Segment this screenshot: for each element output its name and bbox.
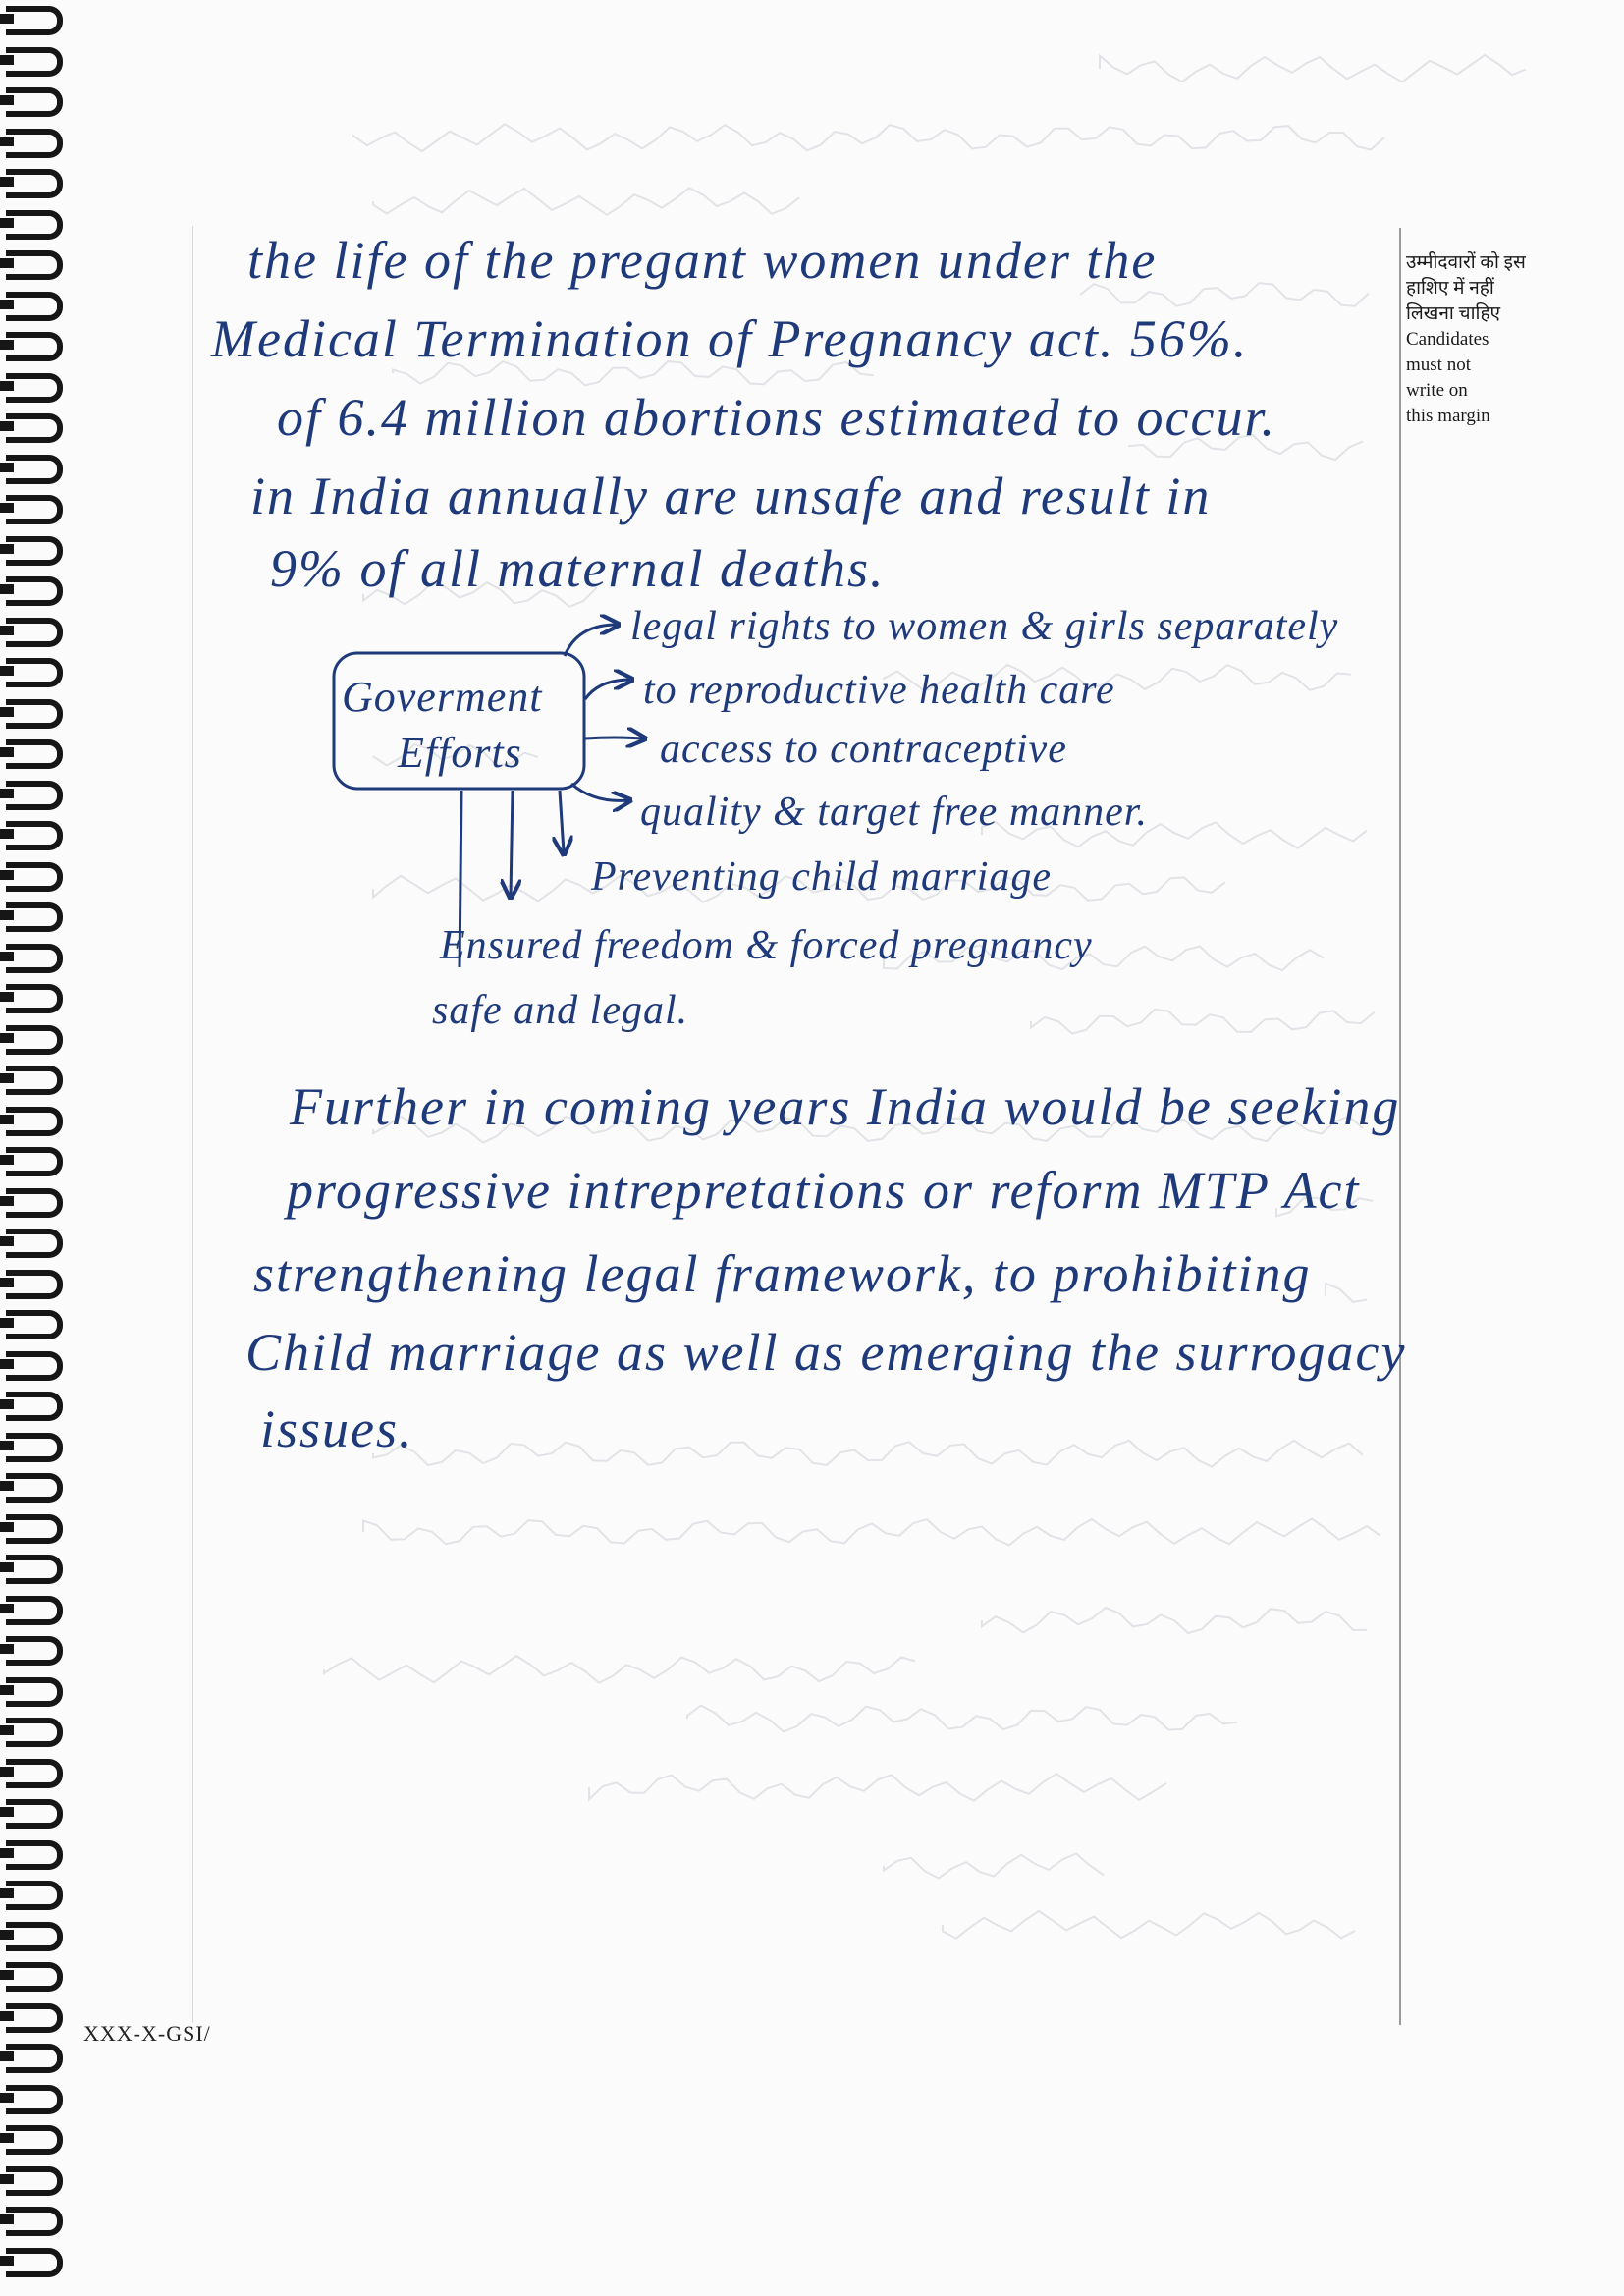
spiral-loop (6, 1229, 63, 1258)
spiral-loop (6, 1636, 63, 1666)
spiral-loop (6, 1392, 63, 1421)
bleed-through-stroke (1031, 1010, 1375, 1034)
margin-instruction (1406, 250, 1553, 429)
spiral-loop (6, 87, 63, 117)
spiral-loop (6, 1922, 63, 1951)
paper-code: XXX-X-GSI/ (83, 2021, 211, 2046)
spiral-loop (6, 1433, 63, 1462)
bleed-through-stroke (884, 1854, 1104, 1879)
spiral-loop (6, 944, 63, 973)
spiral-loop (6, 1840, 63, 1870)
spiral-loop (6, 413, 63, 443)
bleed-through-stroke (589, 1774, 1166, 1801)
bleed-through-stroke (324, 1656, 915, 1683)
margin-note-line: Candidates (1406, 329, 1489, 350)
margin-note-line: हाशिए में नहीं (1406, 278, 1494, 299)
spiral-loop (6, 2166, 63, 2196)
spiral-loop (6, 2207, 63, 2236)
spiral-loop (6, 1107, 63, 1136)
spiral-loop (6, 332, 63, 361)
spiral-loop (6, 2044, 63, 2073)
spiral-binding (0, 0, 79, 2296)
spiral-loop (6, 47, 63, 77)
spiral-loop (6, 1718, 63, 1747)
spiral-loop (6, 1962, 63, 1992)
bleed-through-stroke (687, 1706, 1237, 1732)
spiral-loop (6, 1555, 63, 1584)
spiral-loop (6, 821, 63, 850)
bleed-through-stroke (373, 188, 799, 215)
spiral-loop (6, 1881, 63, 1910)
spiral-loop (6, 1310, 63, 1339)
conclusion-line: progressive intrepretations or reform MTP Act (287, 1161, 1361, 1220)
spiral-loop (6, 6, 63, 35)
spiral-loop (6, 169, 63, 198)
diagram-branch: Preventing child marriage (591, 854, 1053, 900)
diagram-branch: access to contraceptive (660, 727, 1067, 772)
bleed-through-stroke (982, 1608, 1367, 1633)
spiral-loop (6, 1759, 63, 1788)
spiral-loop (6, 292, 63, 321)
spiral-loop (6, 658, 63, 687)
spiral-loop (6, 495, 63, 524)
margin-note-line: must not (1406, 355, 1471, 375)
spiral-loop (6, 1188, 63, 1218)
spiral-loop (6, 576, 63, 606)
intro-line: 9% of all maternal deaths. (270, 539, 886, 598)
spiral-loop (6, 455, 63, 484)
spiral-loop (6, 1025, 63, 1055)
spiral-loop (6, 781, 63, 810)
intro-line: Medical Termination of Pregnancy act. 56%. (211, 309, 1249, 368)
intro-line: the life of the pregant women under the (247, 231, 1158, 290)
diagram-branch: to reproductive health care (643, 668, 1115, 713)
spiral-loop (6, 1799, 63, 1829)
diagram-center-label: Goverment (342, 673, 543, 721)
branch-arrow (585, 680, 630, 699)
intro-line: in India annually are unsafe and result in (250, 466, 1212, 525)
spiral-loop (6, 2125, 63, 2155)
branch-arrow (511, 791, 513, 896)
branch-arrow (565, 625, 617, 656)
left-margin-rule (192, 226, 193, 2023)
spiral-loop (6, 739, 63, 769)
bleed-through-stroke (1326, 1284, 1367, 1302)
bleed-through-stroke (1100, 55, 1526, 82)
diagram-branch: legal rights to women & girls separately (630, 604, 1339, 649)
diagram-branch: Ensured freedom & forced pregnancy (440, 923, 1093, 968)
spiral-loop (6, 373, 63, 403)
spiral-loop (6, 1066, 63, 1095)
spiral-loop (6, 618, 63, 647)
spiral-loop (6, 536, 63, 566)
conclusion-line: issues. (260, 1399, 414, 1458)
spiral-loop (6, 699, 63, 729)
spiral-loop (6, 2248, 63, 2277)
bleed-through-stroke (943, 1911, 1355, 1939)
margin-note-line: उम्मीदवारों को इस (1406, 252, 1526, 273)
bleed-through-stroke (363, 1519, 1380, 1546)
margin-note-line: this margin (1406, 406, 1490, 426)
branch-arrow (560, 791, 564, 852)
spiral-loop (6, 1514, 63, 1544)
spiral-loop (6, 1351, 63, 1381)
spiral-loop (6, 1270, 63, 1299)
bleed-through-stroke (353, 124, 1384, 151)
conclusion-line: Child marriage as well as emerging the surrogacy (245, 1323, 1407, 1382)
spiral-loop (6, 210, 63, 240)
spiral-loop (6, 862, 63, 892)
spiral-loop (6, 129, 63, 158)
spiral-loop (6, 1677, 63, 1707)
spiral-loop (6, 1147, 63, 1176)
diagram-branch: safe and legal. (432, 988, 689, 1033)
spiral-loop (6, 984, 63, 1013)
spiral-loop (6, 2085, 63, 2114)
spiral-loop (6, 250, 63, 280)
spiral-loop (6, 1596, 63, 1625)
intro-line: of 6.4 million abortions estimated to occur. (277, 388, 1276, 447)
spiral-loop (6, 2003, 63, 2033)
conclusion-line: Further in coming years India would be seeking (290, 1077, 1401, 1136)
margin-note-line: लिखना चाहिए (1406, 303, 1501, 324)
diagram-branch: quality & target free manner. (640, 790, 1148, 835)
diagram-center-label: Efforts (398, 729, 522, 777)
margin-note-line: write on (1406, 380, 1468, 401)
bleed-through-stroke (373, 1441, 1363, 1467)
spiral-loop (6, 1473, 63, 1503)
branch-arrow (571, 784, 628, 800)
spiral-loop (6, 902, 63, 932)
conclusion-line: strengthening legal framework, to prohibiting (253, 1244, 1312, 1303)
